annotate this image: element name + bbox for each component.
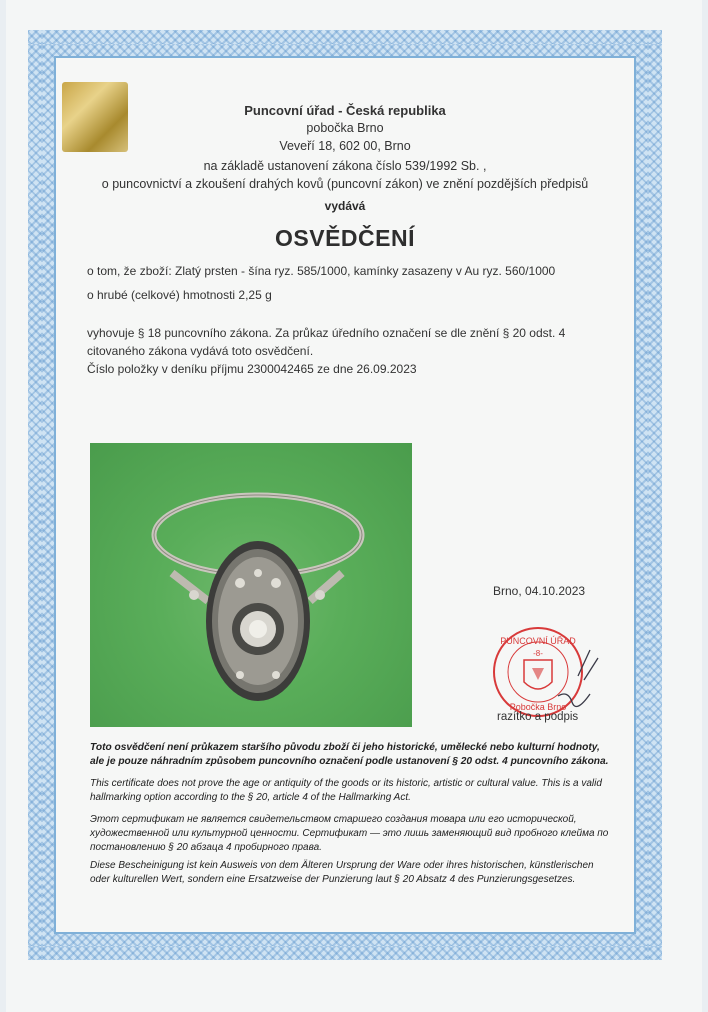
stamp-mid-text: -8- <box>533 649 543 658</box>
ring-illustration <box>90 443 412 727</box>
stamp-bottom-text: Pobočka Brno <box>509 702 567 712</box>
law-reference-line2: o puncovnictví a zkoušení drahých kovů (puncovní zákon) ve znění pozdějších předpisů <box>101 177 589 191</box>
stamp-top-text: PUNCOVNÍ ÚŘAD <box>500 636 576 646</box>
goods-description: o tom, že zboží: Zlatý prsten - šína ryz. 585/1000, kamínky zasazeny v Au ryz. 560/1000 <box>87 264 556 278</box>
issues-label: vydává <box>324 199 366 213</box>
compliance-statement: vyhovuje § 18 puncovního zákona. Za průkaz úředního označení se dle znění § 20 odst. 4 citovaného zákona vydává toto osvědčení. <box>87 326 566 358</box>
signature-scribble <box>558 650 598 707</box>
gross-weight: o hrubé (celkové) hmotnosti 2,25 g <box>87 288 272 302</box>
journal-number: Číslo položky v deníku příjmu 2300042465 ze dne 26.09.2023 <box>87 362 417 376</box>
disclaimer-german: Diese Bescheinigung ist kein Ausweis von dem Älteren Ursprung der Ware oder ihres historischen, künstlerischen oder kulturellen Wert, sondern eine Ersatzweise der Punzierung laut § 20 Absatz 4 des Punzierungsgesetzes. <box>90 860 594 885</box>
disclaimer-russian: Этот сертификат не является свидетельством старшего создания товара или его исторической, художественной или культурной ценности. Сертификат — это лишь заменяющий вид пробного клейма по постановлению § 20 абзаца 4 пробирного права. <box>90 814 609 853</box>
stamp-label: razítko a podpis <box>497 711 579 723</box>
office-name: Puncovní úřad - Česká republika <box>244 103 446 118</box>
ring-photo <box>90 443 412 727</box>
disclaimer-czech: Toto osvědčení není průkazem staršího původu zboží či jeho historické, umělecké nebo kulturní hodnoty, ale je pouze náhradním způsobem puncovního označení podle ustanovení § 20 odst. 4 puncovního zákona. <box>90 742 609 767</box>
place-and-date: Brno, 04.10.2023 <box>493 584 586 598</box>
branch-name: pobočka Brno <box>306 121 384 135</box>
law-reference-line1: na základě ustanovení zákona číslo 539/1992 Sb. , <box>203 159 487 173</box>
office-address: Veveří 18, 602 00, Brno <box>279 139 411 153</box>
disclaimer-english: This certificate does not prove the age or antiquity of the goods or its historic, artistic or cultural value. This is a valid hallmarking option according to the § 20, article 4 of the Hallmarking Act. <box>90 778 602 803</box>
certificate-title: OSVĚDČENÍ <box>275 225 415 251</box>
